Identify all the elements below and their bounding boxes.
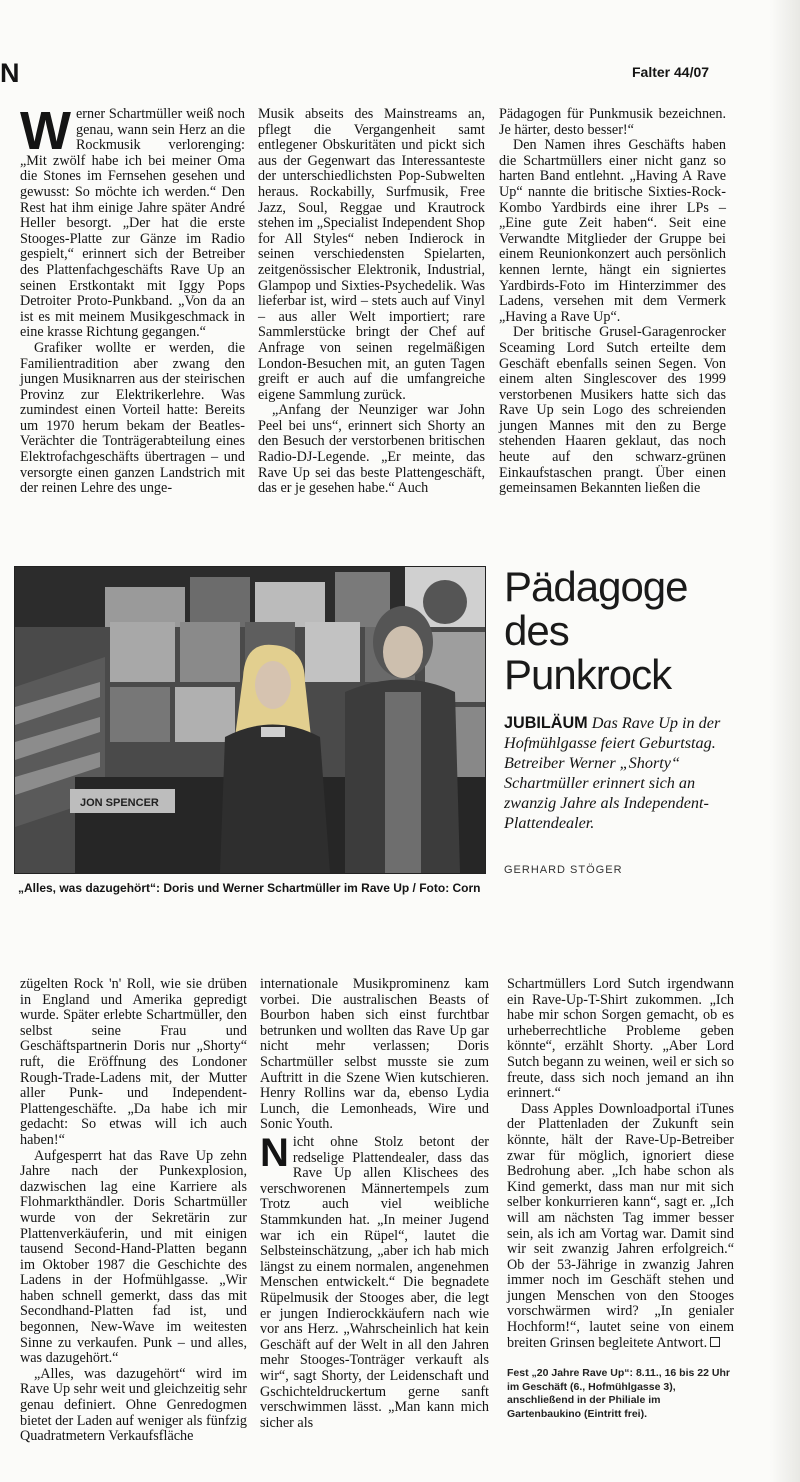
article-column-3 bbox=[499, 107, 726, 497]
article-column-1 bbox=[20, 101, 245, 497]
paragraph: icht ohne Stolz betont der redselige Plattendealer, dass das Rave Up allen Klischees des verschworenen Männertempels zum Trotz auch viel weibliche Stammkunden hat. „In meiner Jugend war ich ein Rüpel“, lautet die Selbsteinschätzung, „aber ich hab mich längst zu einem normalen, angenehmen Menschen entwickelt.“ Die begnadete Rüpelmusik der Stooges aber, die legt er jungen Indierockkäufern nach wie vor ans Herz. „Wahrscheinlich hat kein Geschäft auf der Welt in all den Jahren mehr Stooges-Tonträger verkauft als wir“, sagt Shorty, der Leidenschaft und Gschichteldruckertum gerne sanft verschwimmen lässt. „Man kann mich sicher als bbox=[260, 1134, 489, 1431]
paragraph: Musik abseits des Mainstreams an, pflegt die Vergangenheit samt entlegener Obskuritäten und pickt sich aus der Gegenwart das Interessanteste der unterschiedlichsten Pop-Subwelten heraus. Rockabilly, Surfmusik, Free Jazz, Soul, Reggae und Krautrock stehen im „Specialist Independent Shop for All Styles“ neben Indierock in seinen verschiedensten Spielarten, zeitgenössischer Elektronik, Industrial, Glampop und Sixties-Psychedelik. Was lieferbar ist, wird – stets auch auf Vinyl – aus aller Welt importiert; rare Sammlerstücke bringt der Chef auf Anfrage von seinen regelmäßigen London-Besuchen mit, an guten Tagen greift er auch auf die umfangreiche eigene Sammlung zurück. bbox=[258, 106, 485, 403]
sign-text: JON SPENCER bbox=[80, 797, 159, 809]
paragraph bbox=[507, 1102, 734, 1352]
paragraph: Der britische Grusel-Garagenrocker Sceaming Lord Sutch erteilte dem Geschäft ebenfalls seinen Segen. Von einem alten Singlescover des 1999 verstorbenen Musikers hatte sich das Rave Up sein Logo des schreienden jungen Mannes mit den zu Berge stehenden Haaren geklaut, das noch heute auf den schwarz-grünen Einkaufstaschen prangt. Über einen gemeinsamen Bekannten ließen die bbox=[499, 324, 726, 497]
headline bbox=[504, 565, 688, 697]
paragraph: zügelten Rock 'n' Roll, wie sie drüben in England und Amerika gepredigt wurde. Später erlebte Schartmüller, den selbst seine Frau und Geschäftspartnerin Doris nur „Shorty“ ruft, die Eröffnung des Londoner Rough-Trade-Ladens mit, der Mutter aller Punk- und Independent-Plattengeschäfte. „Da habe ich mir gedacht: So etwas will ich auch haben!“ bbox=[20, 976, 247, 1148]
issue-label: Falter 44/07 bbox=[632, 64, 710, 80]
paragraph: Grafiker wollte er werden, die Familientradition aber zwang den jungen Musiknarren aus der steirischen Provinz zur Elektrikerlehre. Was zumindest einen Vorteil hatte: Bereits um 1970 herum bekam der Beatles-Verächter die Tonträgerabteilung eines Elektrofachgeschäfts übertragen – und versorgte einen ganzen Landstrich mit der reinen Lehre des unge- bbox=[20, 339, 245, 497]
deck bbox=[504, 713, 740, 833]
drop-cap: N bbox=[260, 1131, 289, 1175]
headline-line: des bbox=[504, 607, 569, 654]
deck-text: Das Rave Up in der Hofmühlgasse feiert Geburtstag. Betreiber Werner „Shorty“ Schartmüller erinnert sich an zwanzig Jahre als Independent-Plattendealer. bbox=[504, 714, 721, 832]
author-byline: GERHARD STÖGER bbox=[504, 864, 623, 876]
article-column-5-continued bbox=[260, 1131, 489, 1431]
paragraph: „Anfang der Neunziger war John Peel bei uns“, erinnert sich Shorty an den Besuch der verstorbenen britischen Radio-DJ-Legende. „Er meinte, das Rave Up sei das beste Plattengeschäft, das er je gesehen habe.“ Auch bbox=[258, 402, 485, 497]
event-info: Fest „20 Jahre Rave Up“: 8.11., 16 bis 22 Uhr im Geschäft (6., Hofmühlgasse 3), anschließend in der Philiale im Gartenbaukino (Eintritt frei). bbox=[507, 1367, 730, 1420]
article-column-6 bbox=[507, 977, 734, 1351]
end-mark-icon bbox=[710, 1337, 720, 1347]
drop-cap: W bbox=[20, 101, 71, 161]
paragraph: Aufgesperrt hat das Rave Up zehn Jahre nach der Punkexplosion, dazwischen lag eine Karriere als Flohmarkthändler. Doris Schartmüller wurde von der Sekretärin zur Plattenverkäuferin, und mit einigen tausend Second-Hand-Platten begann im Oktober 1987 die Geschichte des Ladens in der Hofmühlgasse. „Wir haben schnell gemerkt, dass das mit Secondhand-Platten fad ist, und begonnen, New-Wave im weitesten Sinne zu verkaufen. Punk – und alles, was dazugehört.“ bbox=[20, 1147, 247, 1367]
kicker: JUBILÄUM bbox=[504, 714, 588, 732]
shop-photo-illustration bbox=[15, 567, 485, 873]
paragraph: erner Schartmüller weiß noch genau, wann sein Herz an die Rockmusik verlorenging: „Mit zwölf habe ich bei meiner Oma die Stones im Fernsehen gesehen und gewusst: So möchte ich werden.“ Den Rest hat ihm einige Jahre später André Heller besorgt. „Der hat die erste Stooges-Platte zur Gänze im Radio gespielt,“ erinnert sich der Betreiber des Plattenfachgeschäfts Rave Up an seinen Erstkontakt mit Iggy Pops Detroiter Proto-Punkband. „Von da an ist es mit meinem Musikgeschmack in eine krasse Richtung gegangen.“ bbox=[20, 106, 245, 341]
photo-caption: „Alles, was dazugehört“: Doris und Werner Schartmüller im Rave Up / Foto: Corn bbox=[18, 881, 481, 895]
page-fold-shadow bbox=[770, 0, 800, 1482]
article-photo bbox=[14, 566, 486, 874]
paragraph-text: Dass Apples Downloadportal iTunes der Plattenladen der Zukunft sein könnte, hält der Rave-Up-Betreiber zwar für möglich, ignoriert diese Bedrohung aber. „Ich habe schon als Kind gemerkt, dass man nur mit sich selber konkurrieren kann“, sagt er. „Ich will am nächsten Tag immer besser sein, als ich am Vortag war. Damit sind wir seit zwanzig Jahren erfolgreich.“ Ob der 53-Jährige in zwanzig Jahren immer noch im Geschäft stehen und jungen Menschen von den Stooges vorschwärmen wird? „In genialer Hochform!“, lautet seine von einem breiten Grinsen begleitete Antwort. bbox=[507, 1100, 734, 1351]
article-column-2 bbox=[258, 107, 485, 497]
article-column-5 bbox=[260, 977, 489, 1133]
article-column-4 bbox=[20, 977, 247, 1445]
paragraph: internationale Musikprominenz kam vorbei. Die australischen Beasts of Bourbon haben sich einst furchtbar betrunken und wollten das Rave Up gar nicht mehr verlassen; Doris Schartmüller selbst musste sie zum Auftritt in die Szene Wien kutschieren. Henry Rollins war da, ebenso Lydia Lunch, die Lemonheads, Wire und Sonic Youth. bbox=[260, 976, 489, 1133]
headline-line: Pädagoge bbox=[504, 563, 688, 610]
headline-line: Punkrock bbox=[504, 651, 672, 698]
section-letter: N bbox=[0, 58, 20, 88]
paragraph: Pädagogen für Punkmusik bezeichnen. Je härter, desto besser!“ bbox=[499, 106, 726, 138]
paragraph: „Alles, was dazugehört“ wird im Rave Up sehr weit und gleichzeitig sehr genau definiert. Ohne Genredogmen bietet der Laden auf weniger als fünfzig Quadratmetern Verkaufsfläche bbox=[20, 1365, 247, 1445]
paragraph: Schartmüllers Lord Sutch irgendwann ein Rave-Up-T-Shirt zukommen. „Ich habe mir schon Sorgen gemacht, ob es urheberrechtliche Probleme geben könnte“, erzählt Shorty. „Aber Lord Sutch begann zu weinen, weil er sich so freute, dass sich noch jemand an ihn erinnert.“ bbox=[507, 976, 734, 1102]
paragraph: Den Namen ihres Geschäfts haben die Schartmüllers einer nicht ganz so harten Band entlehnt. „Having A Rave Up“ nannte die britische Sixties-Rock-Kombo Yardbirds eine ihrer LPs – „Eine gute Zeit haben“. Seit eine Verwandte Mitglieder der Gruppe bei einem Reunionkonzert auch persönlich kennen lernte, hängt ein signiertes Yardbirds-Foto im Hinterzimmer des Ladens, versehen mit dem Vermerk „Having a Rave Up“. bbox=[499, 137, 726, 325]
